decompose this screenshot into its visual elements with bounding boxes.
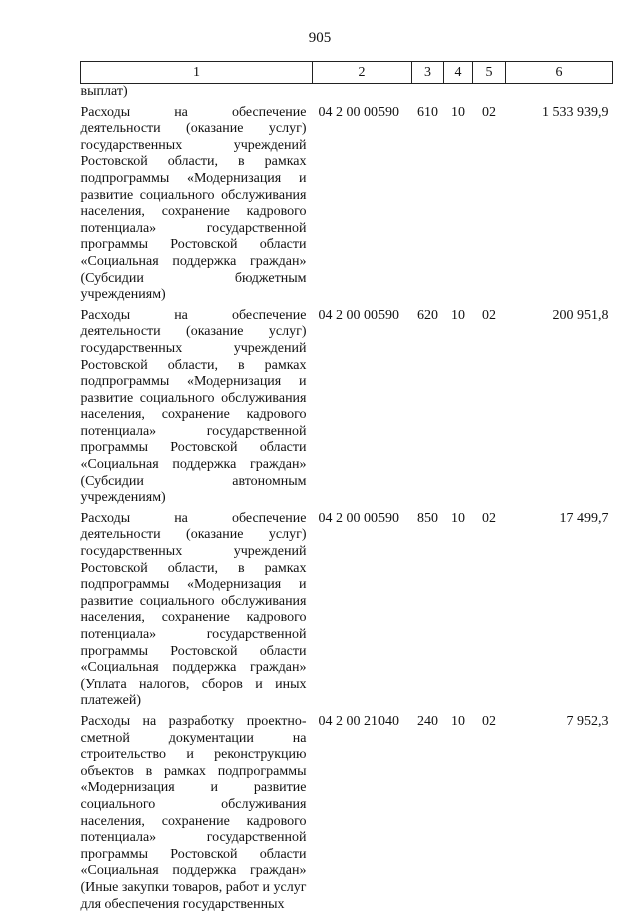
row-description: Расходы на обеспечение деятельности (оказание услуг) государственных учреждений Ростовской области, в рамках подпрограммы «Модернизация и развитие социального обслуживания населения, сохранение кадрового потенциала» государственной программы Ростовской области «Социальная поддержка граждан» (Субсидии бюджетным учреждениям) <box>80 104 307 303</box>
row-expense-type: 610 <box>417 104 438 120</box>
row-code: 04 2 00 00590 <box>318 307 399 323</box>
table-header-row <box>81 62 613 84</box>
row-subsection: 02 <box>482 713 496 729</box>
row-expense-type: 850 <box>417 510 438 526</box>
row-code: 04 2 00 21040 <box>318 713 399 729</box>
budget-table <box>80 61 613 913</box>
row-amount: 1 533 939,9 <box>542 104 609 120</box>
column-header-1: 1 <box>81 62 313 84</box>
table-row <box>81 308 613 507</box>
continuation-text: выплат) <box>80 84 128 99</box>
column-header-3: 3 <box>412 62 444 84</box>
row-section: 10 <box>451 104 465 120</box>
row-subsection: 02 <box>482 510 496 526</box>
row-expense-type: 620 <box>417 307 438 323</box>
row-subsection: 02 <box>482 104 496 120</box>
continuation-row <box>81 84 613 101</box>
row-section: 10 <box>451 307 465 323</box>
table-row <box>81 105 613 304</box>
row-subsection: 02 <box>482 307 496 323</box>
page-number: 905 <box>308 30 332 46</box>
column-header-5: 5 <box>473 62 506 84</box>
row-expense-type: 240 <box>417 713 438 729</box>
row-description: Расходы на обеспечение деятельности (оказание услуг) государственных учреждений Ростовской области, в рамках подпрограммы «Модернизация и развитие социального обслуживания населения, сохранение кадрового потенциала» государственной программы Ростовской области «Социальная поддержка граждан» (Уплата налогов, сборов и иных платежей) <box>80 510 307 709</box>
table-row <box>81 511 613 710</box>
row-section: 10 <box>451 510 465 526</box>
column-header-4: 4 <box>444 62 473 84</box>
table-row <box>81 714 613 913</box>
row-section: 10 <box>451 713 465 729</box>
row-description: Расходы на разработку проектно-сметной документации на строительство и реконструкцию объектов в рамках подпрограммы «Модернизация и развитие социального обслуживания населения, сохранение кадрового потенциала» государственной программы Ростовской области «Социальная поддержка граждан» (Иные закупки товаров, работ и услуг для обеспечения государственных <box>80 713 307 912</box>
row-description: Расходы на обеспечение деятельности (оказание услуг) государственных учреждений Ростовской области, в рамках подпрограммы «Модернизация и развитие социального обслуживания населения, сохранение кадрового потенциала» государственной программы Ростовской области «Социальная поддержка граждан» (Субсидии автономным учреждениям) <box>80 307 307 506</box>
column-header-6: 6 <box>506 62 613 84</box>
row-code: 04 2 00 00590 <box>318 510 399 526</box>
row-code: 04 2 00 00590 <box>318 104 399 120</box>
row-amount: 200 951,8 <box>552 307 609 323</box>
row-amount: 17 499,7 <box>559 510 609 526</box>
column-header-2: 2 <box>313 62 412 84</box>
row-amount: 7 952,3 <box>566 713 609 729</box>
